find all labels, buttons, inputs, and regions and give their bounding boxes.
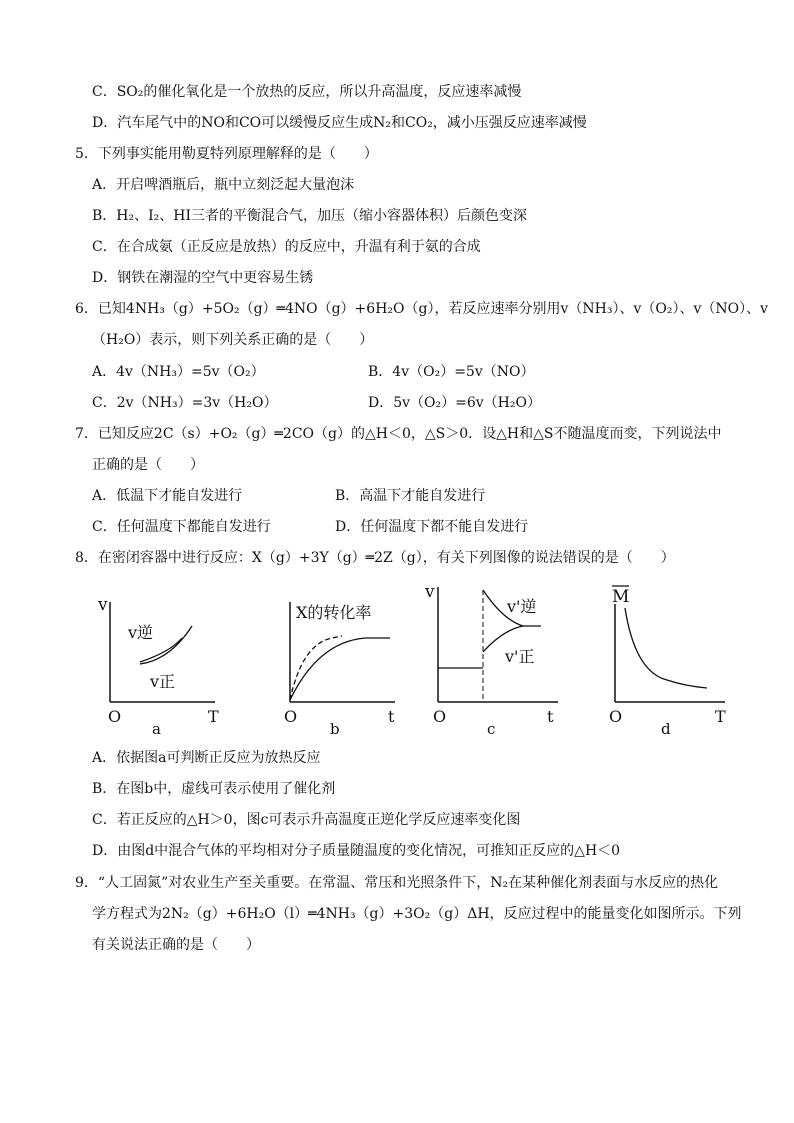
q8-graphs xyxy=(90,582,740,742)
q6-option-a: A．4v（NH₃）=5v（O₂） xyxy=(92,364,265,380)
graph-b-xlabel: t xyxy=(388,707,395,726)
q6-option-d: D．5v（O₂）=6v（H₂O） xyxy=(368,395,541,411)
graph-b-dashed-curve xyxy=(290,636,342,700)
q6-option-b: B．4v（O₂）=5v（NO） xyxy=(368,364,535,380)
graph-c-label-v-forward: v'正 xyxy=(505,647,535,666)
graph-b-solid-curve xyxy=(290,638,390,700)
q7-option-c: C．任何温度下都能自发进行 xyxy=(92,519,271,535)
q6-stem-line2: （H₂O）表示，则下列关系正确的是（ ） xyxy=(92,332,374,348)
q9-stem-line2: 学方程式为2N₂（g）+6H₂O（l）═4NH₃（g）+3O₂（g）ΔH，反应过程中的能量变化如图所示。下列 xyxy=(92,906,742,922)
q7-option-d: D．任何温度下都不能自发进行 xyxy=(335,519,529,535)
q9-stem-line1: 9．“人工固氮”对农业生产至关重要。在常温、常压和光照条件下，N₂在某种催化剂表面与水反应的热化 xyxy=(75,875,719,891)
graph-d-ylabel: M xyxy=(612,587,630,607)
q7-option-a: A．低温下才能自发进行 xyxy=(92,488,243,504)
graph-b-caption: b xyxy=(330,720,340,738)
graph-a xyxy=(90,582,230,742)
q5-option-b: B．H₂、I₂、HI三者的平衡混合气，加压（缩小容器体积）后颜色变深 xyxy=(92,208,527,224)
q5-option-d: D．钢铁在潮湿的空气中更容易生锈 xyxy=(92,270,314,286)
q8-option-b: B．在图b中，虚线可表示使用了催化剂 xyxy=(92,781,336,797)
graph-d xyxy=(595,582,740,742)
q7-stem-line1: 7．已知反应2C（s）+O₂（g）═2CO（g）的△H＜0，△S＞0．设△H和△S不随温度而变，下列说法中 xyxy=(75,426,722,442)
q8-option-d: D．由图d中混合气体的平均相对分子质量随温度的变化情况，可推知正反应的△H＜0 xyxy=(92,843,621,859)
q6-option-c: C．2v（NH₃）=3v（H₂O） xyxy=(92,395,278,411)
q7-stem-line2: 正确的是（ ） xyxy=(92,457,204,473)
graph-d-caption: d xyxy=(661,720,671,738)
graph-c-ylabel: v xyxy=(425,582,435,602)
q7-option-b: B．高温下才能自发进行 xyxy=(335,488,486,504)
graph-d-curve xyxy=(625,608,707,688)
graph-a-label-v-reverse: v逆 xyxy=(128,623,154,642)
graph-c xyxy=(423,582,573,742)
graph-d-xlabel: T xyxy=(715,707,726,726)
q9-stem-line3: 有关说法正确的是（ ） xyxy=(92,937,260,953)
graph-a-ylabel: v xyxy=(98,595,108,615)
graph-b xyxy=(270,582,410,742)
q8-option-a: A．依据图a可判断正反应为放热反应 xyxy=(92,750,321,766)
q5-stem: 5．下列事实能用勒夏特列原理解释的是（ ） xyxy=(75,146,378,162)
graph-a-caption: a xyxy=(152,720,161,738)
q4-option-d: D．汽车尾气中的NO和CO可以缓慢反应生成N₂和CO₂，减小压强反应速率减慢 xyxy=(92,115,587,131)
q4-option-c: C．SO₂的催化氧化是一个放热的反应，所以升高温度，反应速率减慢 xyxy=(92,84,522,100)
q8-option-c: C．若正反应的△H＞0，图c可表示升高温度正逆化学反应速率变化图 xyxy=(92,812,521,828)
q5-option-a: A．开启啤酒瓶后，瓶中立刻泛起大量泡沫 xyxy=(92,177,355,193)
graph-a-label-v-forward: v正 xyxy=(150,672,176,691)
graph-a-xlabel: T xyxy=(208,707,219,726)
graph-b-ylabel: X的转化率 xyxy=(296,603,372,622)
graph-a-origin: O xyxy=(108,707,122,726)
graph-c-caption: c xyxy=(487,720,496,738)
graph-c-origin: O xyxy=(433,707,447,726)
q6-stem-line1: 6．已知4NH₃（g）+5O₂（g）═4NO（g）+6H₂O（g），若反应速率分别用v（NH₃）、v（O₂）、v（NO）、v xyxy=(75,301,768,317)
graph-c-xlabel: t xyxy=(547,707,554,726)
graph-c-label-v-reverse: v'逆 xyxy=(507,597,537,616)
q5-option-c: C．在合成氨（正反应是放热）的反应中，升温有利于氨的合成 xyxy=(92,239,481,255)
graph-b-origin: O xyxy=(284,707,298,726)
graph-d-origin: O xyxy=(609,707,623,726)
q8-stem: 8．在密闭容器中进行反应：X（g）+3Y（g）═2Z（g），有关下列图像的说法错误的是（ ） xyxy=(75,550,675,566)
